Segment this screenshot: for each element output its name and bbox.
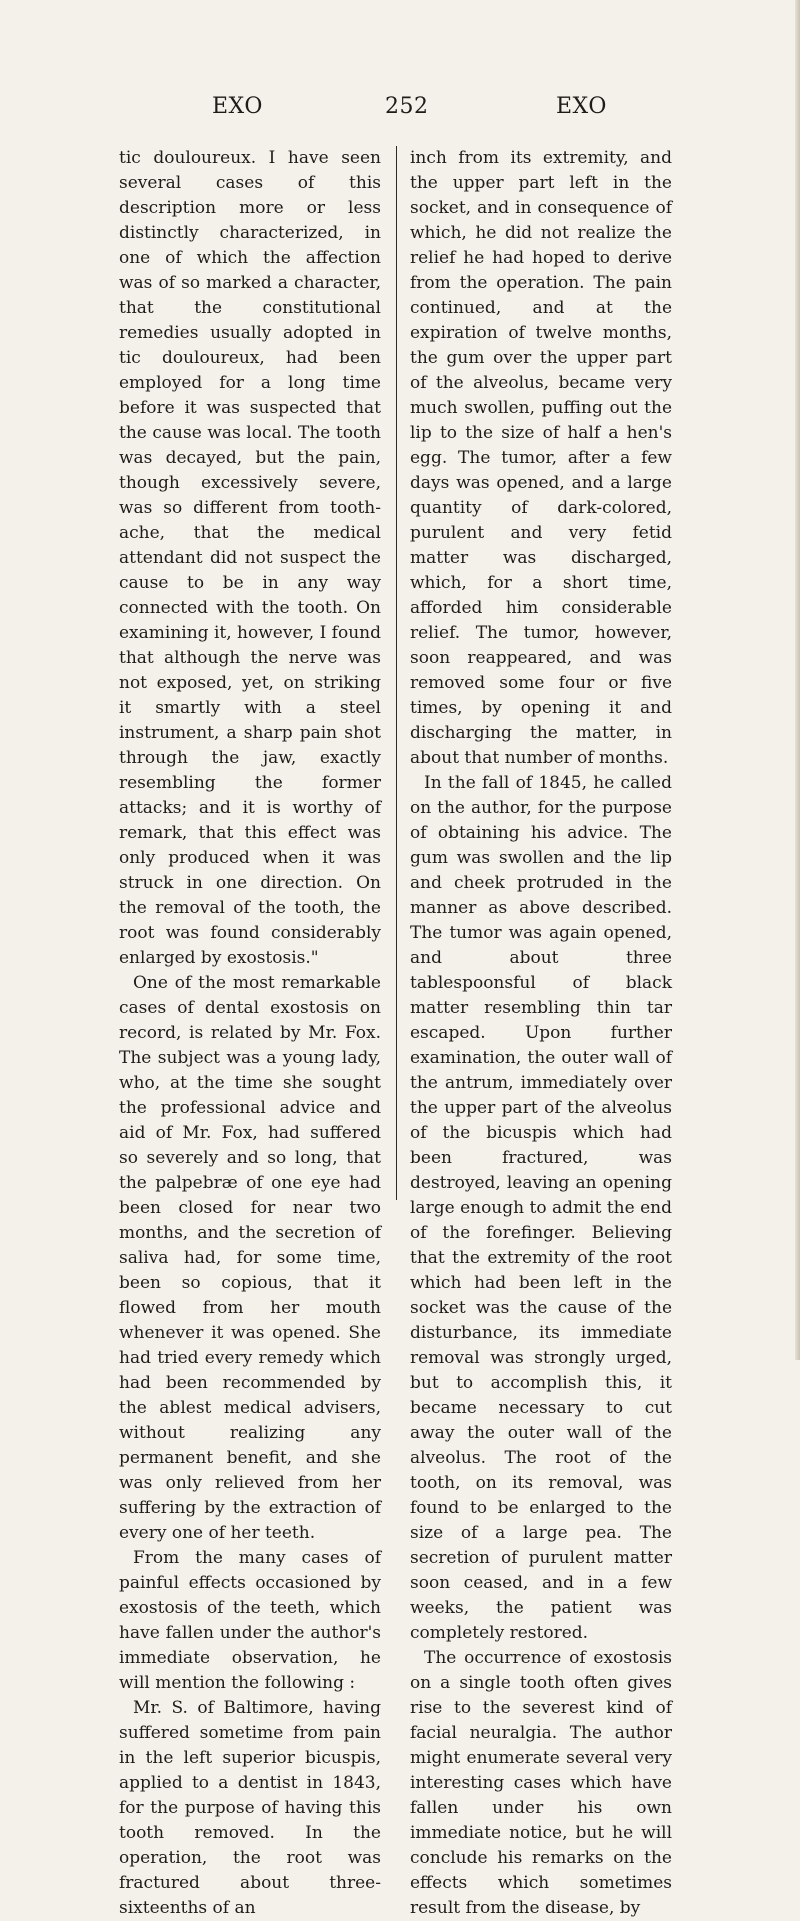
right-column (410, 146, 672, 1921)
paragraph: From the many cases of painful effects occasioned by exostosis of the teeth, which have fallen under the author's immediate observation, he will mention the following : (119, 1548, 381, 1693)
page-number: 252 (385, 94, 429, 119)
column-divider (396, 146, 397, 1200)
paragraph: Mr. S. of Baltimore, having suffered sometime from pain in the left superior bicuspis, applied to a dentist in 1843, for the purpose of having this tooth removed. In the operation, the root was fractured about three-sixteenths of an (119, 1698, 381, 1918)
paragraph: inch from its extremity, and the upper part left in the socket, and in consequence of which, he did not realize the relief he had hoped to derive from the operation. The pain continued, and at the expiration of twelve months, the gum over the upper part of the alveolus, became very much swollen, puffing out the lip to the size of half a hen's egg. The tumor, after a few days was opened, and a large quantity of dark-colored, purulent and very fetid matter was discharged, which, for a short time, afforded him considerable relief. The tumor, however, soon reappeared, and was removed some four or five times, by opening it and discharging the matter, in about that number of months. (410, 148, 672, 768)
running-header (0, 94, 800, 124)
left-column (119, 146, 381, 1921)
page-edge (795, 0, 800, 1360)
paragraph: tic douloureux. I have seen several cases of this description more or less distinctly characterized, in one of which the affection was of so marked a character, that the constitutional remedies usually adopted in tic douloureux, had been employed for a long time before it was suspected that the cause was local. The tooth was decayed, but the pain, though excessively severe, was so different from tooth-ache, that the medical attendant did not suspect the cause to be in any way connected with the tooth. On examining it, however, I found that although the nerve was not exposed, yet, on striking it smartly with a steel instrument, a sharp pain shot through the jaw, exactly resembling the former attacks; and it is worthy of remark, that this effect was only produced when it was struck in one direction. On the removal of the tooth, the root was found considerably enlarged by exostosis." (119, 148, 381, 968)
paragraph: In the fall of 1845, he called on the author, for the purpose of obtaining his advice. The gum was swollen and the lip and cheek protruded in the manner as above described. The tumor was again opened, and about three tablespoonsful of black matter resembling thin tar escaped. Upon further examination, the outer wall of the antrum, immediately over the upper part of the alveolus of the bicuspis which had been fractured, was destroyed, leaving an opening large enough to admit the end of the forefinger. Believing that the extremity of the root which had been left in the socket was the cause of the disturbance, its immediate removal was strongly urged, but to accomplish this, it became necessary to cut away the outer wall of the alveolus. The root of the tooth, on its removal, was found to be enlarged to the size of a large pea. The secretion of purulent matter soon ceased, and in a few weeks, the patient was completely restored. (410, 773, 672, 1643)
paragraph: The occurrence of exostosis on a single tooth often gives rise to the severest kind of facial neuralgia. The author might enumerate several very interesting cases which have fallen under his own immediate notice, but he will conclude his remarks on the effects which sometimes result from the disease, by (410, 1648, 672, 1918)
paragraph: One of the most remarkable cases of dental exostosis on record, is related by Mr. Fox. The subject was a young lady, who, at the time she sought the professional advice and aid of Mr. Fox, had suffered so severely and so long, that the palpebræ of one eye had been closed for near two months, and the secretion of saliva had, for some time, been so copious, that it flowed from her mouth whenever it was opened. She had tried every remedy which had been recommended by the ablest medical advisers, without realizing any permanent benefit, and she was only relieved from her suffering by the extraction of every one of her teeth. (119, 973, 381, 1543)
header-left-word: EXO (212, 94, 263, 119)
header-right-word: EXO (556, 94, 607, 119)
